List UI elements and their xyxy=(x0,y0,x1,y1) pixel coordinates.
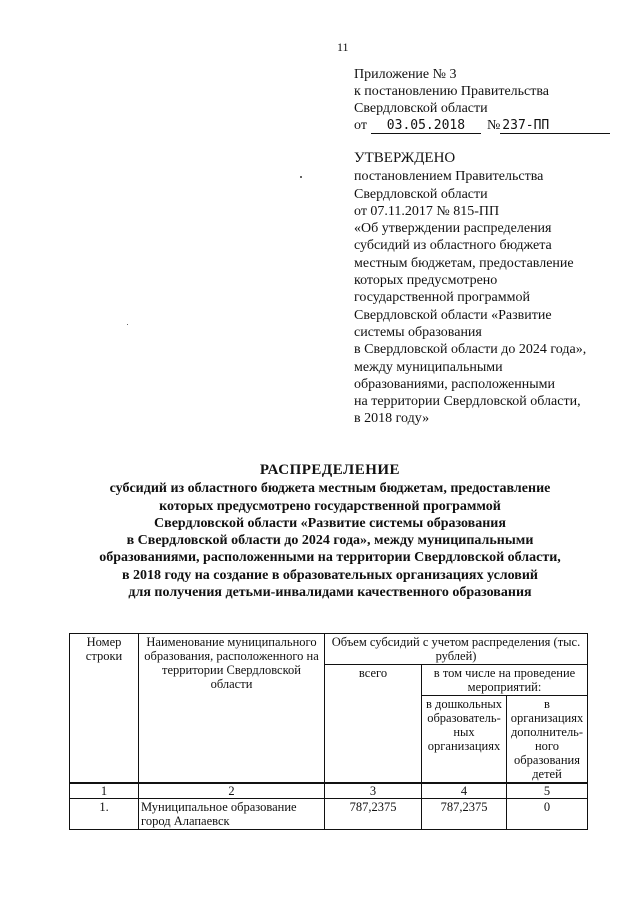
header-total: всего xyxy=(325,665,422,784)
approved-line: в Свердловской области до 2024 года», xyxy=(354,342,587,358)
distribution-line: в Свердловской области до 2024 года», между муниципальными xyxy=(126,533,534,549)
distribution-line: в 2018 году на создание в образовательных организациях условий xyxy=(121,567,538,583)
appendix-date-line xyxy=(354,117,610,134)
approved-title: УТВЕРЖДЕНО xyxy=(354,150,456,166)
appendix-line: к постановлению Правительства xyxy=(354,84,550,99)
approved-line: между муниципальными xyxy=(354,359,503,375)
header-including: в том числе на проведение мероприятий: xyxy=(422,665,588,696)
header-municipality: Наименование муниципального образования, расположенного на территории Свердловской области xyxy=(139,634,325,784)
column-number: 2 xyxy=(139,783,325,799)
column-number-row xyxy=(70,783,588,799)
row-preschool: 787,2375 xyxy=(422,799,507,830)
distribution-heading: РАСПРЕДЕЛЕНИЕ xyxy=(259,462,401,478)
row-municipality: Муниципальное образование город Алапаевск xyxy=(139,799,325,830)
distribution-title xyxy=(60,462,600,601)
date-value: 03.05.2018 xyxy=(371,119,481,134)
page-number: 11 xyxy=(337,40,349,54)
column-number: 3 xyxy=(325,783,422,799)
distribution-line: субсидий из областного бюджета местным бюджетам, предоставление xyxy=(109,481,551,497)
number-prefix: № xyxy=(486,118,501,133)
distribution-line: которых предусмотрено государственной программой xyxy=(159,498,501,514)
appendix-line: Свердловской области xyxy=(354,101,488,116)
approved-line: образованиями, расположенными xyxy=(354,376,556,392)
header-volume: Объем субсидий с учетом распределения (тыс. рублей) xyxy=(325,634,588,665)
approved-line: на территории Свердловской области, xyxy=(354,394,581,410)
approved-line: «Об утверждении распределения xyxy=(354,221,552,237)
row-additional: 0 xyxy=(507,799,588,830)
number-value: 237-ПП xyxy=(500,119,610,134)
header-preschool: в дошкольных образователь-ных организациях xyxy=(422,696,507,784)
appendix-title: Приложение № 3 xyxy=(354,67,457,82)
approved-block xyxy=(354,150,586,428)
column-number: 5 xyxy=(507,783,588,799)
scan-speck xyxy=(127,324,128,325)
approved-line: государственной программой xyxy=(354,290,530,306)
subsidy-table xyxy=(69,633,588,830)
approved-line: постановлением Правительства xyxy=(354,169,544,185)
row-number: 1. xyxy=(70,799,139,830)
table-row xyxy=(70,799,588,830)
appendix-block xyxy=(354,66,610,134)
header-additional-education: в организациях дополнитель-ного образования детей xyxy=(507,696,588,784)
header-row-number: Номер строки xyxy=(70,634,139,784)
distribution-line: образованиями, расположенными на территории Свердловской области, xyxy=(99,550,561,566)
distribution-line: для получения детьми-инвалидами качественного образования xyxy=(128,585,532,601)
distribution-line: Свердловской области «Развитие системы образования xyxy=(154,515,506,531)
column-number: 1 xyxy=(70,783,139,799)
scan-speck xyxy=(300,176,302,178)
column-number: 4 xyxy=(422,783,507,799)
approved-line: которых предусмотрено xyxy=(354,273,498,289)
table-header-row xyxy=(70,634,588,665)
approved-line: Свердловской области «Развитие xyxy=(354,307,552,323)
approved-line: субсидий из областного бюджета xyxy=(354,238,552,254)
approved-line: Свердловской области xyxy=(354,186,488,202)
row-total: 787,2375 xyxy=(325,799,422,830)
approved-line: системы образования xyxy=(354,324,482,340)
date-prefix: от xyxy=(354,118,367,133)
approved-line: местным бюджетам, предоставление xyxy=(354,255,574,271)
approved-line: от 07.11.2017 № 815-ПП xyxy=(354,203,500,219)
approved-line: в 2018 году» xyxy=(354,411,430,427)
